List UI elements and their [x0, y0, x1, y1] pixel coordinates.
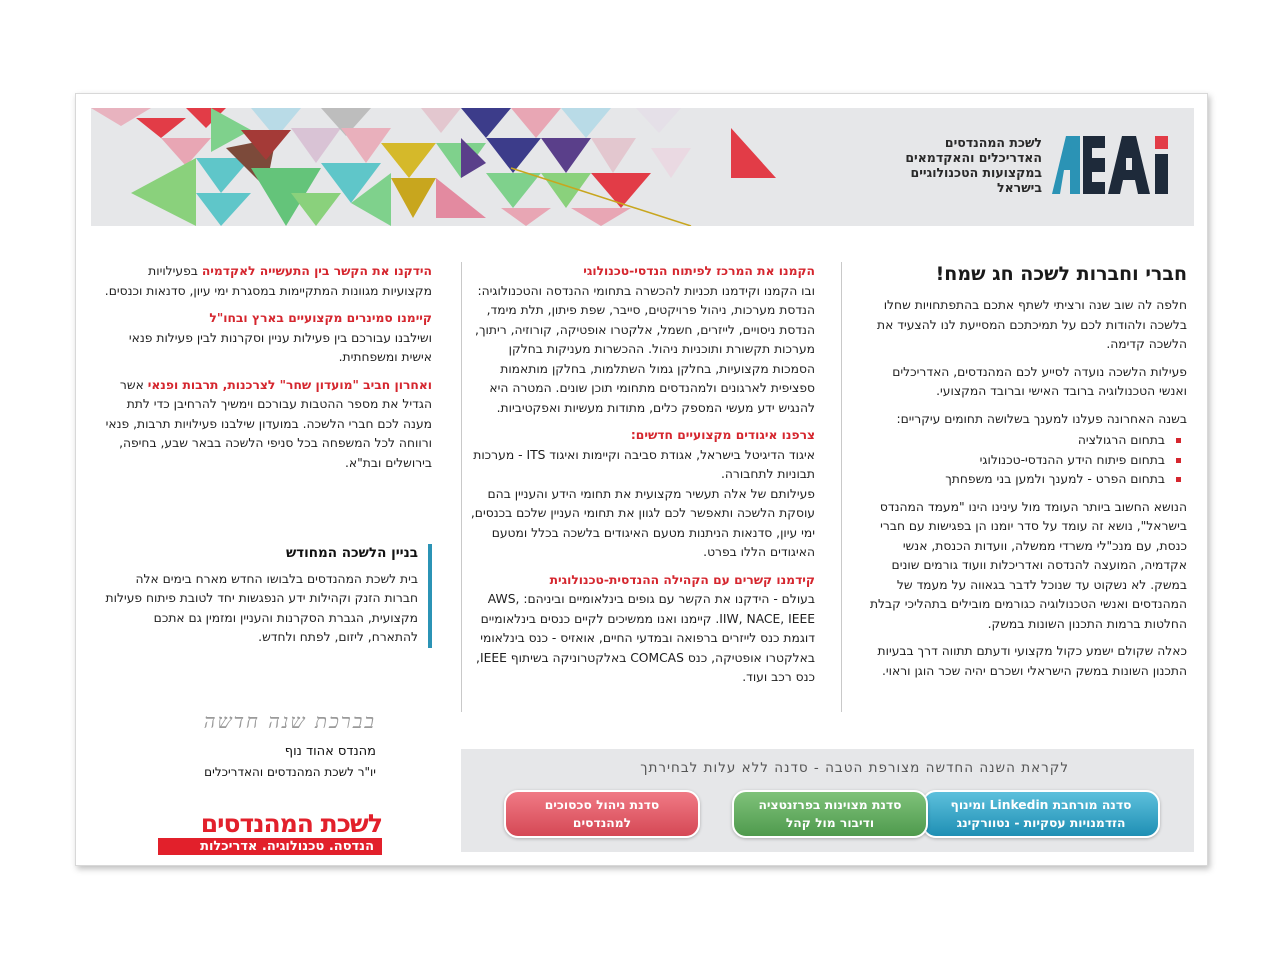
- workshop-option-presentation[interactable]: סדנת מצוינות בפרזנטציה ודיבור מול קהל: [732, 790, 928, 838]
- inline-heading: ואחרון חביב "מועדון שחר" לצרכנות, תרבות ופנאי: [147, 377, 432, 392]
- org-brand: [905, 130, 1172, 200]
- paragraph: ושילבנו עבורכם בין פעילות עניין וסקרנות לבין פעילות פנאי אישית ומשפחתית.: [128, 330, 432, 364]
- inline-heading: הידקנו את הקשר בין התעשייה לאקדמיה: [201, 264, 432, 278]
- org-name-line: האדריכלים והאקדמאים: [905, 150, 1042, 165]
- lishka-logo: [158, 810, 382, 855]
- building-text: בית לשכת המהנדסים בלבושו החדש מארח בימים אלה חברות הזנק וקהילות ידע הנפגשות יחד לטובת פיתוח פעילות מקצועית, הגברת הסקרנות והעניין ומזמין גם אתכם להתארח, ליזום, לפתח ולחדש.: [105, 571, 418, 644]
- workshop-option-conflict[interactable]: סדנת ניהול סכסוכים למהנדסים: [504, 790, 700, 838]
- column-right: [862, 262, 1187, 689]
- paragraph: [102, 262, 432, 301]
- list-item: בתחום הפרט - למענך ולמען בני משפחתך: [862, 470, 1165, 490]
- paragraph: בעולם - הידקנו את הקשר עם גופים בינלאומיים וביניהם: AWS, IIW, NACE, IEEE. קיימנו ואנו ממשיכים לקיים כנסים בינלאומיים דוגמת כנס לייזרים ברפואה ובמדעי החיים, אואזיס - כנס בינלאומי באלקטרו אופטיקה, כנס COMCAS באלקטרוניקה בשיתוף IEEE, כנס רכב ועוד.: [476, 592, 815, 684]
- building-title: בניין הלשכה המחודש: [285, 545, 418, 561]
- section-heading: קיימנו סמינרים מקצועיים בארץ ובחו"ל: [209, 311, 432, 325]
- paragraph: פעילות הלשכה נועדה לסייע לכם המהנדסים, האדריכלים ואנשי הטכנולוגיה ברובד האישי וברובד המקצועי.: [892, 364, 1187, 398]
- section-heading: קידמנו קשרים עם הקהילה ההנדסית-טכנולוגית: [549, 572, 815, 587]
- paragraph: פעילותם של אלה תעשיר מקצועית את תחומי הידע והעניין בהם עוסקת הלשכה ותאפשר לכם לגוון את תחומי העניין שלכם בכנסים, ימי עיון, סדנאות הניתנות מטעם האיגודים בלשכה בכלל ומטעם האיגודים הללו בפרט.: [470, 486, 815, 559]
- gift-panel: [461, 749, 1194, 852]
- signer-name: מהנדס אהוד נוף: [284, 744, 376, 759]
- paragraph-text: אשר הגדיל את מספר ההטבות עבורכם וימשיך להרחיבן כדי לתת מענה לכם חברי הלשכה. במועדון שילבנו פעילויות תרבות, פנאי ורווחה לכל המשפחה בכל סניפי הלשכה בבאר שבע, בחיפה, בירושלים ובת"א.: [105, 377, 432, 470]
- paragraph: חלפה לה שוב שנה ורציתי לשתף אתכם בהתפתחויות שחלו בלשכה ולהודות לכם על תמיכתכם המסייעת לנו להצעיד את הלשכה קדימה.: [877, 298, 1187, 351]
- paragraph: ובו הקמנו וקידמנו תכניות להכשרה בתחומי ההנדסה והטכנולוגיה: הנדסת מערכות, ניהול פרויקטים, סייבר, שפת פיתון, תלת מימד, הנדסת ניסויים, לייזרים, חשמל, אלקטרו אופטיקה, קורוזיה, ריתוך, מערכות תקשורת ותוכניות ניהול. ההכשרות מעניקות בחלקן הסמכות מקצועיות, בחלקן גמול השתלמות, בחלקן מותאמות ספציפית לארגונים ולמהנדסים מתחומי תוכן שונים. המטרה היא להנגיש ידע מעשי המספק כלים, מתודות מעשיות ואפקטיביות.: [475, 283, 815, 415]
- org-name-line: לשכת המהנדסים: [944, 135, 1042, 150]
- geometric-mosaic: [91, 108, 711, 226]
- column-divider: [841, 262, 842, 712]
- workshop-option-linkedin[interactable]: סדנה מורחבת Linkedin ומינוף הזדמנויות עסקיות - נטוורקינג: [922, 790, 1160, 838]
- lishka-logo-title: לשכת המהנדסים: [200, 809, 382, 838]
- org-logo: [1052, 136, 1172, 194]
- gift-title: לקראת השנה החדשה מצורפת הטבה - סדנה ללא עלות לבחירתך: [640, 760, 1069, 776]
- red-triangle-accent: [731, 128, 801, 188]
- column-middle: [465, 262, 815, 696]
- lishka-logo-tagline: הנדסה. טכנולוגיה. אדריכלות: [158, 838, 382, 855]
- org-name-line: במקצועות הטכנולוגיים: [910, 165, 1042, 180]
- aeai-logo-icon: [1052, 136, 1172, 194]
- focus-list: [862, 431, 1187, 490]
- section-heading: הקמנו את המרכז לפיתוח הנדסי-טכנולוגי: [583, 264, 815, 278]
- paragraph: בשנה האחרונה פעלנו למענך בשלושה תחומים עיקריים:: [896, 411, 1187, 426]
- greeting-title: חברי וחברות לשכה חג שמח!: [935, 263, 1187, 285]
- signer-role: יו"ר לשכת המהנדסים והאדריכלים: [204, 765, 376, 779]
- org-name: [905, 135, 1042, 195]
- signature-block: [166, 709, 376, 779]
- paragraph: הנושא החשוב ביותר העומד מול עינינו הינו "מעמד המהנדס בישראל", נושא זה עומד על סדר יומנו הן בפגישות עם חברי כנסת, עם מנכ"לי משרדי ממשלה, וועדות הכנסת, אנשי אקדמיה, המועצה להנדסה ואדריכלות וועוד גורמים שונים במשק. לא נשקוט עד שנוכל לדבר בגאווה על מעמד של המהנדסים ואנשי הטכנולוגיה כגורמים מובילים בתהליכי קבלת החלטות ברמות התכנון השונות במשק.: [869, 499, 1187, 631]
- paragraph: איגוד הדיגיטל בישראל, אגודת סביבה וקיימות ואיגוד ITS - מערכות תבוניות לתחבורה.: [473, 447, 815, 481]
- header-banner: [91, 108, 1194, 226]
- paragraph: כאלה שקולם ישמע כקול מקצועי ודעתם תתווה דרך בבעיות התכנון השונות במשק הישראלי ושכרם יהיה שכר הוגן וראוי.: [877, 644, 1187, 678]
- building-section: [102, 544, 432, 648]
- list-item: בתחום פיתוח הידע ההנדסי-טכנולוגי: [862, 451, 1165, 471]
- paragraph-text: בפעילויות מקצועיות מגוונות המתקיימות במסגרת ימי עיון, סדנאות וכנסים.: [104, 264, 432, 298]
- column-left: [102, 262, 432, 481]
- section-heading: צרפנו איגודים מקצועיים חדשים:: [630, 428, 815, 442]
- newsletter-page: [75, 93, 1208, 866]
- org-name-line: בישראל: [997, 180, 1042, 195]
- column-divider: [461, 262, 462, 712]
- list-item: בתחום הרגולציה: [862, 431, 1165, 451]
- paragraph: [102, 376, 432, 474]
- signature-script: בברכת שנה חדשה: [203, 709, 376, 733]
